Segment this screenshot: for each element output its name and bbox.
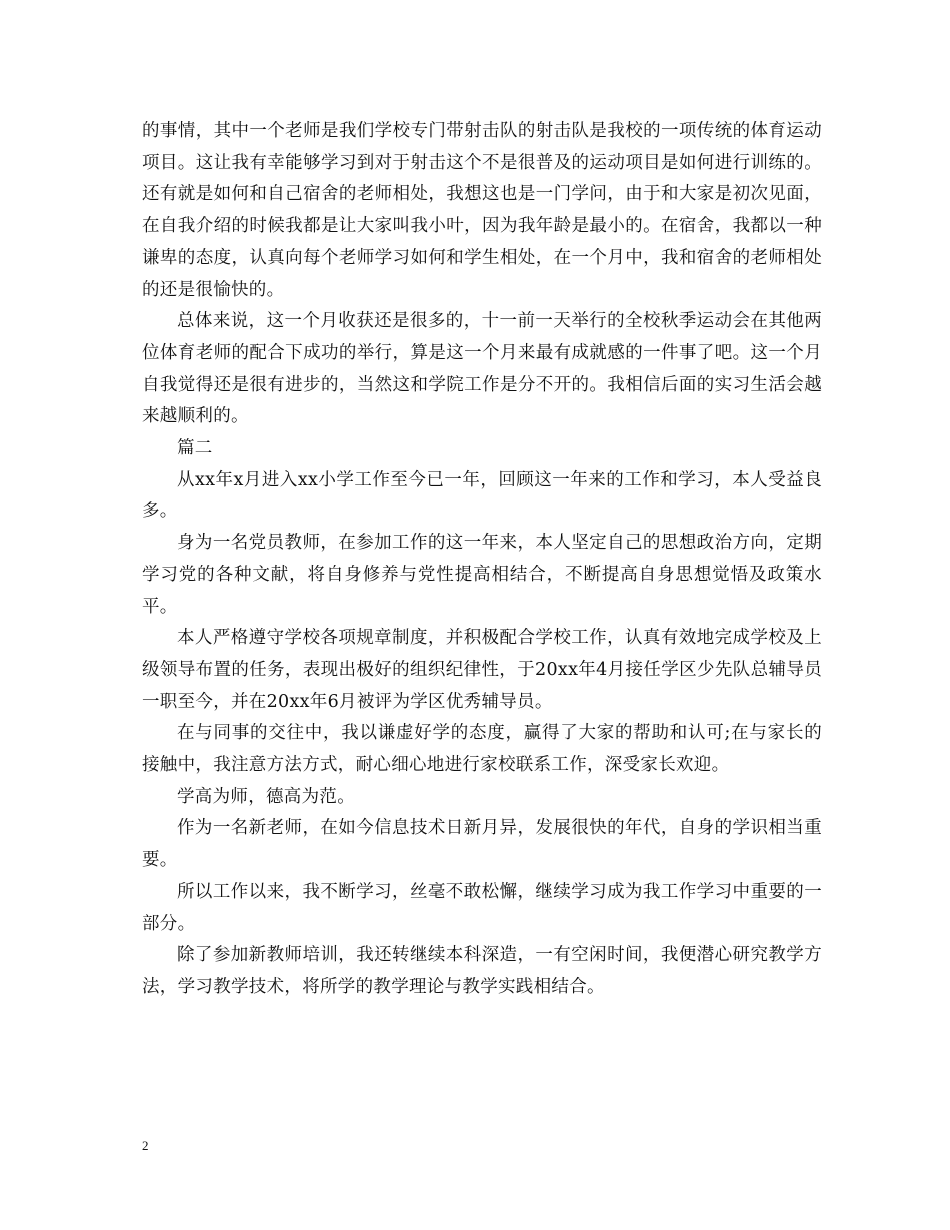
- paragraph-8: 作为一名新老师，在如今信息技术日新月异，发展很快的年代，自身的学识相当重要。: [142, 818, 822, 871]
- paragraph-6: 在与同事的交往中，我以谦虚好学的态度，赢得了大家的帮助和认可;在与家长的接触中，我注意方法方式，耐心细心地进行家校联系工作，深受家长欢迎。: [142, 723, 822, 776]
- paragraph-9: 所以工作以来，我不断学习，丝毫不敢松懈，继续学习成为我工作学习中重要的一部分。: [142, 881, 822, 934]
- section-heading: 篇二: [177, 438, 213, 459]
- paragraph-5: 本人严格遵守学校各项规章制度，并积极配合学校工作，认真有效地完成学校及上级领导布置的任务，表现出极好的组织纪律性，于20xx年4月接任学区少先队总辅导员一职至今，并在20xx年6月被评为学区优秀辅导员。: [142, 628, 822, 712]
- paragraph-4: 身为一名党员教师，在参加工作的这一年来，本人坚定自己的思想政治方向，定期学习党的各种文献，将自身修养与党性提高相结合，不断提高自身思想觉悟及政策水平。: [142, 533, 822, 617]
- document-body: [142, 116, 822, 1004]
- page-number: 2: [142, 1138, 149, 1153]
- paragraph-7: 学高为师，德高为范。: [177, 786, 355, 807]
- paragraph-10: 除了参加新教师培训，我还转继续本科深造，一有空闲时间，我便潜心研究教学方法，学习教学技术，将所学的教学理论与教学实践相结合。: [142, 945, 822, 997]
- paragraph-2: 总体来说，这一个月收获还是很多的，十一前一天举行的全校秋季运动会在其他两位体育老师的配合下成功的举行，算是这一个月来最有成就感的一件事了吧。这一个月自我觉得还是很有进步的，当然这和学院工作是分不开的。我相信后面的实习生活会越来越顺利的。: [142, 311, 822, 427]
- paragraph-3: 从xx年x月进入xx小学工作至今已一年，回顾这一年来的工作和学习，本人受益良多。: [142, 469, 822, 522]
- paragraph-1: 的事情，其中一个老师是我们学校专门带射击队的射击队是我校的一项传统的体育运动项目。这让我有幸能够学习到对于射击这个不是很普及的运动项目是如何进行训练的。还有就是如何和自己宿舍的老师相处，我想这也是一门学问，由于和大家是初次见面，在自我介绍的时候我都是让大家叫我小叶，因为我年龄是最小的。在宿舍，我都以一种谦卑的态度，认真向每个老师学习如何和学生相处，在一个月中，我和宿舍的老师相处的还是很愉快的。: [142, 121, 822, 300]
